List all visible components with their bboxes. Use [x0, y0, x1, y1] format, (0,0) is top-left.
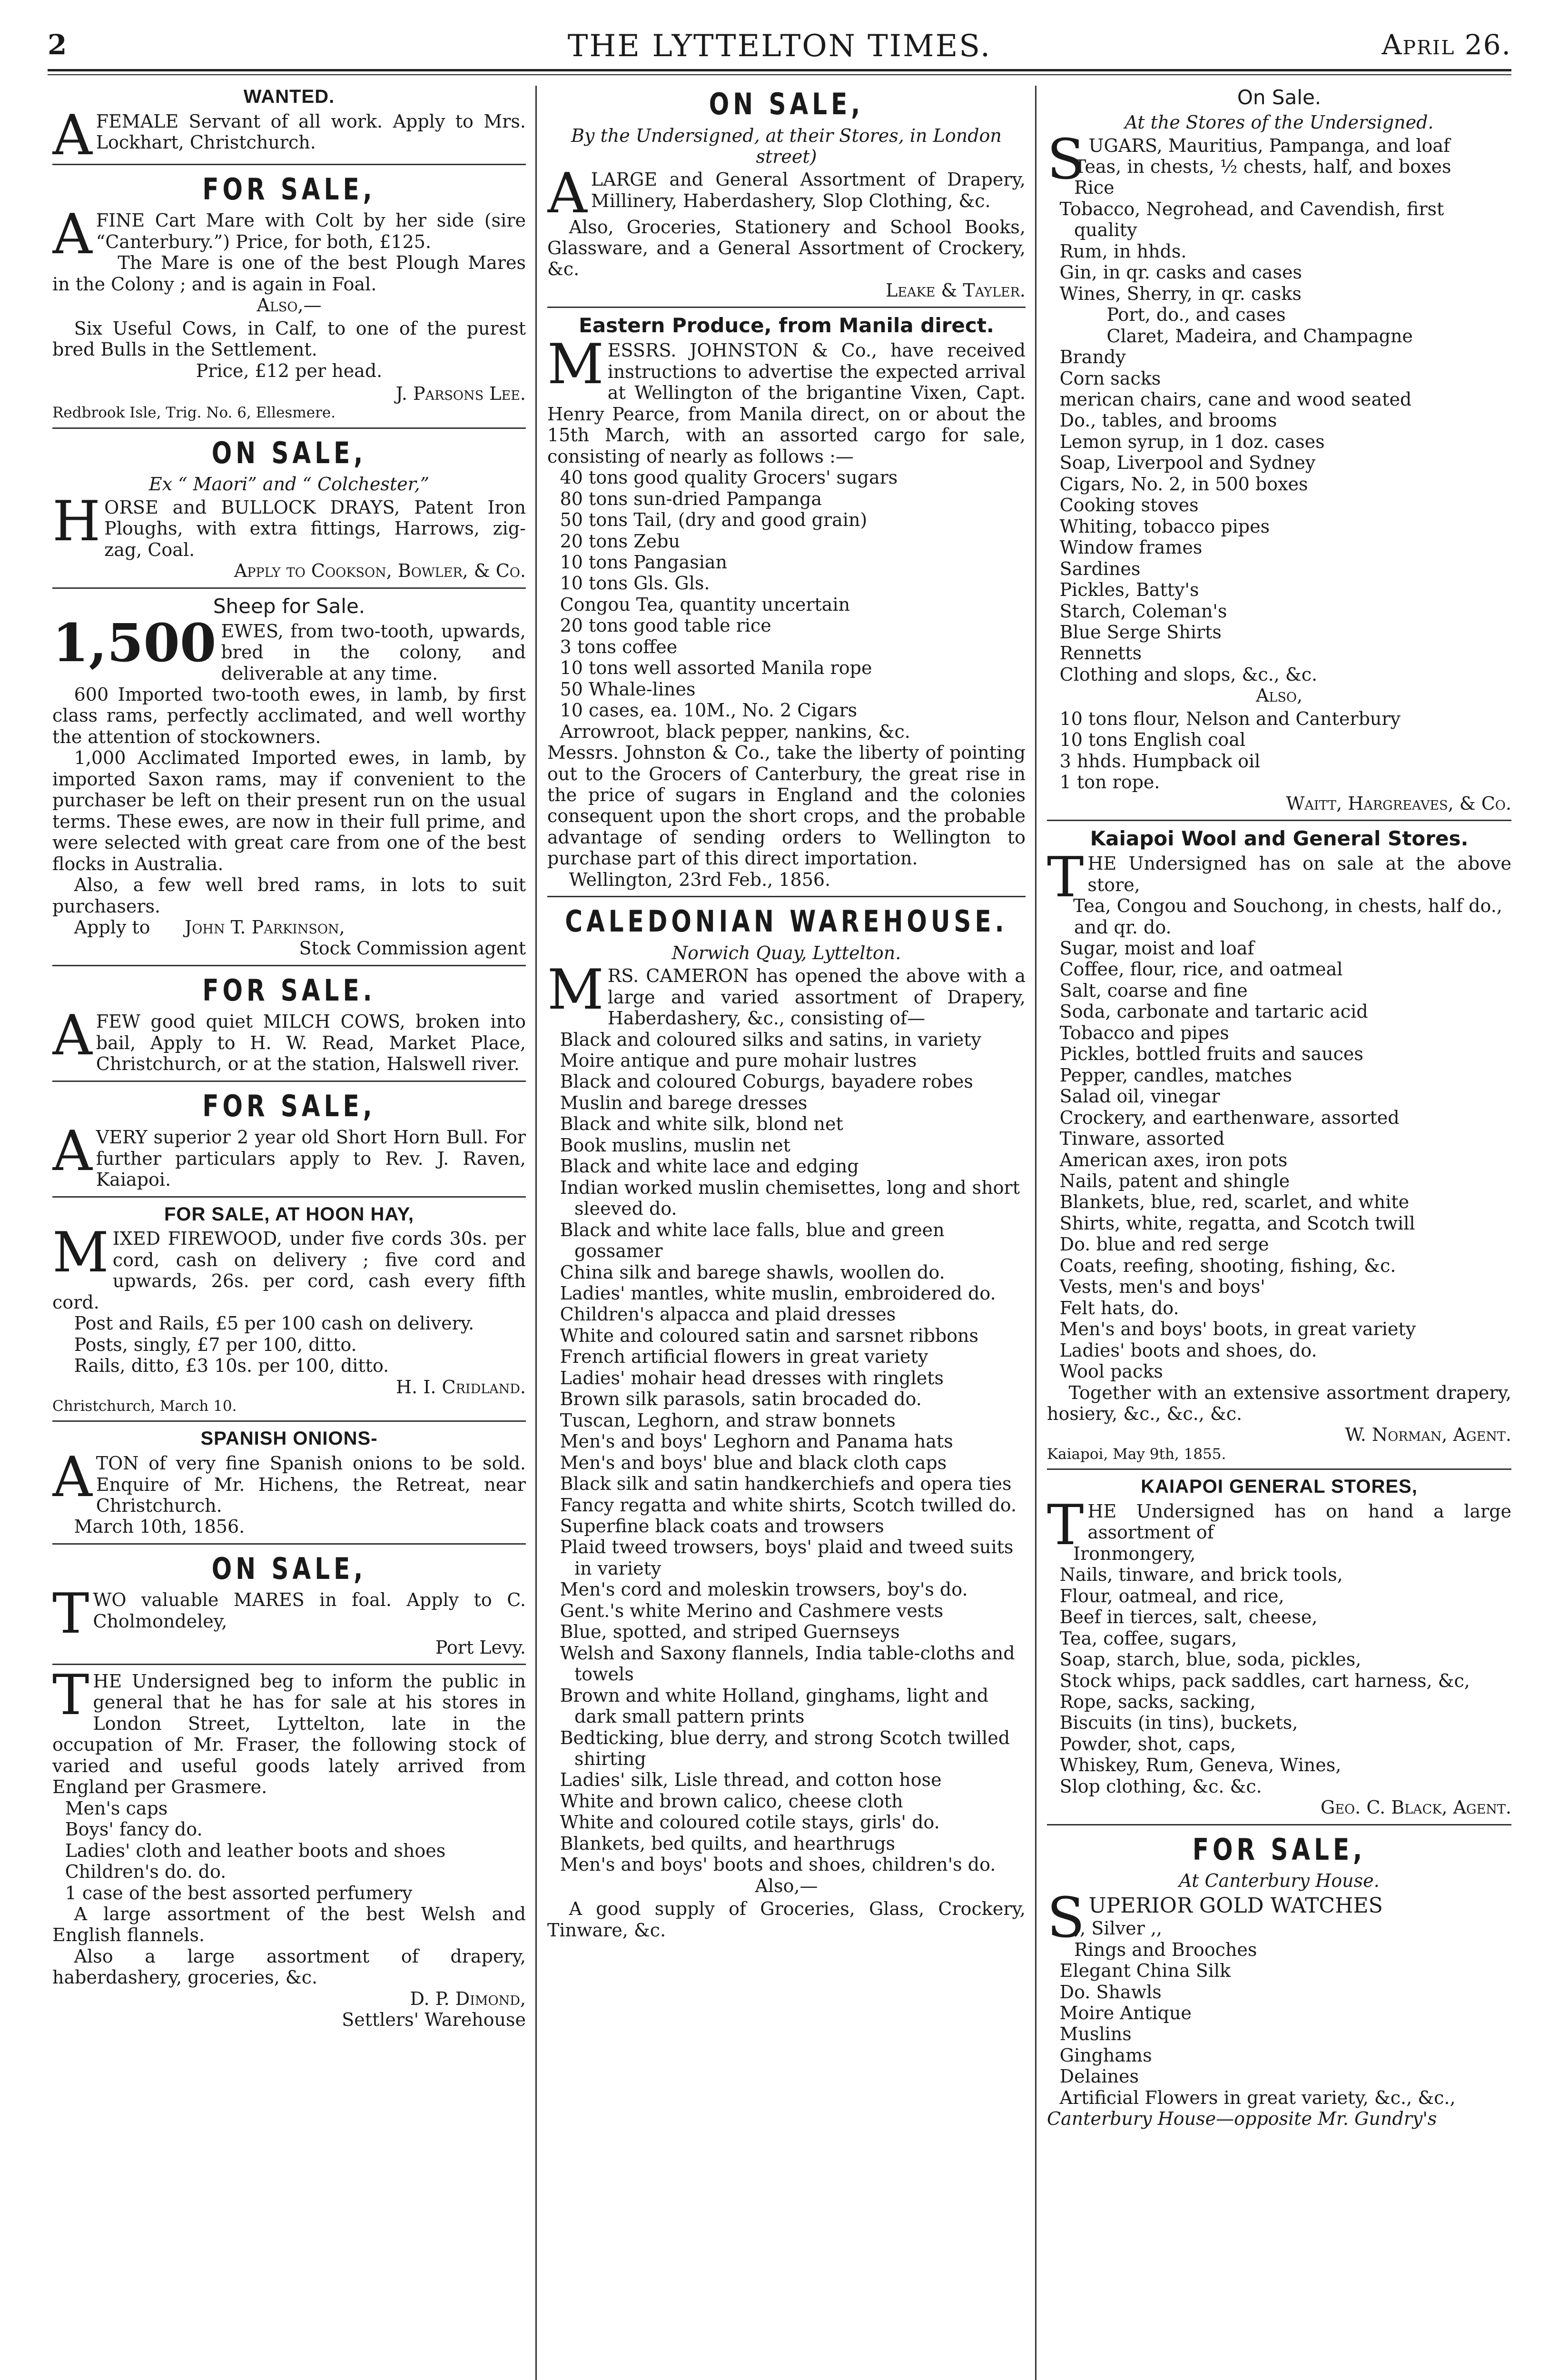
- column-divider: [535, 86, 537, 2380]
- ad-date: March 10th, 1856.: [74, 1516, 245, 1537]
- masthead-rule-thin: [48, 74, 1511, 75]
- ad-on-sale-stores: [1047, 86, 1511, 814]
- ad-signature: Waitt, Hargreaves, & Co.: [1286, 793, 1511, 814]
- ad-dimond: [52, 1664, 526, 2031]
- list-item: Soap, starch, blue, soda, pickles,: [1059, 1649, 1362, 1670]
- ad-paragraph: Also, a few well bred rams, in lots to suit purchasers.: [52, 874, 526, 917]
- drop-cap: A: [52, 1445, 92, 1510]
- list-item: 50 Whale-lines: [560, 678, 696, 700]
- list-item: Ladies' mantles, white muslin, embroidered do.: [560, 1282, 996, 1304]
- list-item: Port, do., and cases: [1106, 304, 1286, 326]
- drop-cap: S: [1047, 127, 1085, 192]
- ad-subheading: Ex “ Maori” and “ Colchester,”: [148, 474, 430, 495]
- list-item: Do. blue and red serge: [1059, 1234, 1269, 1255]
- list-item: Salad oil, vinegar: [1059, 1086, 1220, 1107]
- list-item: Ladies' cloth and leather boots and shoes: [65, 1840, 446, 1861]
- list-item: Men's caps: [65, 1797, 168, 1819]
- list-item: Pepper, candles, matches: [1059, 1064, 1292, 1086]
- ad-also: Also,—: [257, 295, 322, 316]
- drop-cap: S: [1047, 1885, 1085, 1950]
- list-item: 1 case of the best assorted perfumery: [65, 1882, 413, 1904]
- list-item: Vests, men's and boys': [1059, 1276, 1265, 1298]
- list-item: Congou Tea, quantity uncertain: [560, 594, 850, 615]
- ad-signature: Leake & Tayler.: [886, 279, 1026, 301]
- ad-signature: Apply to Cookson, Bowler, & Co.: [234, 560, 526, 582]
- ad-apply: Apply to: [74, 916, 150, 938]
- list-item: 10 tons Pangasian: [560, 551, 727, 573]
- column-3: [1047, 86, 1511, 2380]
- list-item: 20 tons good table rice: [560, 615, 771, 636]
- list-item: merican chairs, cane and wood seated: [1059, 389, 1412, 410]
- list-item: Sugar, moist and loaf: [1059, 938, 1254, 959]
- list-item: 10 tons English coal: [1059, 729, 1246, 751]
- ad-london-street: [547, 87, 1026, 301]
- list-item: Wool packs: [1059, 1361, 1163, 1382]
- ad-paragraph: 1,000 Acclimated Imported ewes, in lamb, by imported Saxon rams, may if convenient to the purchaser be left on their present run on the usual terms. These ewes, are now in their full prime, and were selected with great care from one of the best flocks in Australia.: [52, 747, 526, 874]
- column-1: [52, 86, 526, 2380]
- list-item: Muslin and barege dresses: [560, 1092, 808, 1113]
- ad-heading: KAIAPOI GENERAL STORES,: [1141, 1476, 1418, 1497]
- ad-heading: Sheep for Sale.: [213, 594, 365, 618]
- list-item: Tobacco and pipes: [1059, 1022, 1229, 1043]
- drop-cap: H: [52, 489, 101, 554]
- ad-sheep: [52, 587, 526, 959]
- list-item: Soda, carbonate and tartaric acid: [1059, 1001, 1368, 1022]
- item-list: [52, 1798, 526, 1904]
- list-item: Do., tables, and brooms: [1059, 410, 1277, 431]
- ad-paragraph: The Mare is one of the best Plough Mares in the Colony ; and is again in Foal.: [52, 252, 526, 295]
- list-item: Clothing and slops, &c., &c.: [1059, 664, 1318, 685]
- ad-body: ORSE and BULLOCK DRAYS, Patent Iron Ploughs, with extra fittings, Harrows, zig-zag, Coal.: [104, 496, 526, 560]
- list-item: Brandy: [1059, 347, 1126, 368]
- list-item: Men's and boys' boots, in great variety: [1059, 1319, 1416, 1340]
- list-item: Pickles, bottled fruits and sauces: [1059, 1043, 1363, 1065]
- list-item: White and brown calico, cheese cloth: [560, 1790, 903, 1812]
- ad-body: HE Undersigned beg to inform the public in general that he has for sale at his stores in London Street, Lyttelton, late in the occupation of Mr. Fraser, the following stock of varied and useful goods lately arrived from England per Grasmere.: [52, 1670, 526, 1798]
- ad-body: RS. CAMERON has opened the above with a large and varied assortment of Drapery, Haberdashery, &c., consisting of—: [607, 965, 1026, 1029]
- ad-heading: Eastern Produce, from Manila direct.: [579, 314, 994, 337]
- list-item: Tea, coffee, sugars,: [1059, 1627, 1237, 1649]
- list-item: 10 tons flour, Nelson and Canterbury: [1059, 708, 1401, 729]
- list-item: Corn sacks: [1059, 367, 1161, 389]
- ad-signature: Geo. C. Black, Agent.: [1320, 1797, 1511, 1818]
- ad-price: Price, £12 per head.: [196, 360, 383, 381]
- ad-kaiapoi-wool: [1047, 820, 1511, 1463]
- list-item: 80 tons sun-dried Pampanga: [560, 488, 822, 509]
- drop-cap: T: [1047, 845, 1084, 910]
- list-item: Tuscan, Leghorn, and straw bonnets: [560, 1409, 896, 1431]
- ad-drays: [52, 427, 526, 582]
- ad-caledonian-warehouse: [547, 896, 1026, 1941]
- drop-cap: A: [52, 103, 92, 168]
- drop-cap: A: [52, 202, 92, 267]
- list-item: Biscuits (in tins), buckets,: [1059, 1712, 1298, 1734]
- list-item: Gent.'s white Merino and Cashmere vests: [560, 1600, 944, 1621]
- ad-paragraph: 600 Imported two-tooth ewes, in lamb, by first class rams, perfectly acclimated, and well worthy the attention of stockowners.: [52, 684, 526, 747]
- issue-date: April 26.: [1381, 29, 1511, 61]
- list-item: Artificial Flowers in great variety, &c., &c.,: [1059, 2087, 1456, 2108]
- ad-signature: W. Norman, Agent.: [1345, 1424, 1511, 1446]
- list-item: Rope, sacks, sacking,: [1059, 1691, 1256, 1713]
- list-item: Slop clothing, &c. &c.: [1059, 1775, 1262, 1797]
- list-item: Children's alpacca and plaid dresses: [560, 1304, 896, 1325]
- drop-cap: A: [52, 1119, 92, 1184]
- ad-body: TON of very fine Spanish onions to be sold. Enquire of Mr. Hichens, the Retreat, near Christchurch.: [96, 1453, 526, 1516]
- ad-heading: FOR SALE,: [202, 1089, 376, 1123]
- ad-body: WO valuable MARES in foal. Apply to C. Cholmondeley,: [93, 1589, 526, 1632]
- ad-location: Redbrook Isle, Trig. No. 6, Ellesmere.: [52, 404, 336, 422]
- list-item: Do. Shawls: [1059, 1981, 1162, 2003]
- ad-footer: Canterbury House—opposite Mr. Gundry's: [1047, 2108, 1437, 2130]
- page-number: 2: [48, 29, 67, 61]
- list-item: Beef in tierces, salt, cheese,: [1059, 1606, 1318, 1628]
- drop-number: 1,500: [52, 612, 217, 674]
- ad-kaiapoi-general: [1047, 1468, 1511, 1818]
- list-item: White and coloured satin and sarsnet ribbons: [560, 1325, 979, 1346]
- ad-signature: Port Levy.: [435, 1636, 526, 1658]
- ad-paragraph: Posts, singly, £7 per 100, ditto.: [74, 1334, 357, 1355]
- list-item: 50 tons Tail, (dry and good grain): [560, 509, 868, 531]
- goods-list: [1047, 895, 1511, 1382]
- list-item: Gin, in qr. casks and cases: [1059, 262, 1302, 283]
- drop-cap: A: [52, 1003, 92, 1068]
- ad-paragraph: A large assortment of the best Welsh and English flannels.: [52, 1903, 526, 1946]
- list-item: Salt, coarse and fine: [1059, 980, 1248, 1001]
- list-item: Rennetts: [1059, 643, 1142, 664]
- ad-signature-title: Stock Commission agent: [299, 938, 526, 959]
- list-item: Fancy regatta and white shirts, Scotch twilled do.: [560, 1494, 1017, 1516]
- list-item: Sardines: [1059, 558, 1141, 579]
- list-item: Starch, Coleman's: [1059, 600, 1227, 622]
- ad-subheading: By the Undersigned, at their Stores, in London street): [571, 125, 1002, 167]
- ad-location: Kaiapoi, May 9th, 1855.: [1047, 1445, 1226, 1463]
- ad-body: ESSRS. JOHNSTON & Co., have received instructions to advertise the expected arrival at Wellington of the brigantine Vixen, Capt. Henry Pearce, from Manila direct, on or about the 15th March, with an assorted cargo for sale, consisting of nearly as follows :—: [547, 340, 1026, 467]
- list-item: Bedticking, blue derry, and strong Scotch twilled shirting: [560, 1727, 1010, 1769]
- ad-heading: ON SALE,: [211, 1551, 367, 1587]
- list-item: Delaines: [1059, 2066, 1139, 2087]
- ad-paragraph: Also, Groceries, Stationery and School Books, Glassware, and a General Assortment of Crockery, &c.: [547, 216, 1026, 280]
- ad-heading: Kaiapoi Wool and General Stores.: [1090, 827, 1469, 851]
- ad-paragraph: Rails, ditto, £3 10s. per 100, ditto.: [74, 1355, 389, 1377]
- list-item: Brown silk parasols, satin brocaded do.: [560, 1388, 922, 1410]
- ad-paragraph: Together with an extensive assortment drapery, hosiery, &c., &c., &c.: [1047, 1382, 1511, 1424]
- ad-mares: [52, 1543, 526, 1658]
- masthead: [48, 29, 1511, 62]
- list-item: Crockery, and earthenware, assorted: [1059, 1107, 1400, 1128]
- list-item: Tobacco, Negrohead, and Cavendish, first quality: [1059, 198, 1444, 241]
- list-item: China silk and barege shawls, woollen do.: [560, 1261, 945, 1283]
- ad-body: HE Undersigned has on hand a large assortment of: [1087, 1500, 1511, 1543]
- ad-body: FEW good quiet MILCH COWS, broken into bail, Apply to H. W. Read, Market Place, Christchurch, or at the station, Halswell river.: [96, 1011, 526, 1075]
- list-item: 20 tons Zebu: [560, 530, 680, 552]
- ad-body: UPERIOR GOLD WATCHES: [1088, 1893, 1383, 1918]
- list-item: Blue, spotted, and striped Guernseys: [560, 1621, 900, 1643]
- list-item: 3 hhds. Humpback oil: [1059, 750, 1261, 772]
- list-item: Claret, Madeira, and Champagne: [1106, 325, 1413, 347]
- list-item: Muslins: [1059, 2023, 1132, 2045]
- masthead-rule: [48, 69, 1511, 71]
- list-item: Men's cord and moleskin trowsers, boy's do.: [560, 1579, 968, 1600]
- list-item: Elegant China Silk: [1059, 1960, 1231, 1982]
- list-item: Boys' fancy do.: [65, 1819, 203, 1840]
- list-item: Tea, Congou and Souchong, in chests, half do., and qr. do.: [1073, 895, 1502, 938]
- ad-manila: [547, 307, 1026, 890]
- list-item: Black silk and satin handkerchiefs and opera ties: [560, 1473, 1012, 1495]
- ad-body: FEMALE Servant of all work. Apply to Mrs. Lockhart, Christchurch.: [96, 110, 526, 153]
- list-item: Window frames: [1059, 537, 1203, 558]
- list-item: Men's and boys' Leghorn and Panama hats: [560, 1431, 953, 1452]
- ad-body: EWES, from two-tooth, upwards, bred in the colony, and deliverable at any time.: [221, 620, 526, 684]
- list-item: Blue Serge Shirts: [1059, 622, 1222, 643]
- list-item: 40 tons good quality Grocers' sugars: [560, 467, 898, 488]
- drop-cap: T: [1047, 1493, 1084, 1557]
- ad-heading: FOR SALE, AT HOON HAY,: [164, 1203, 414, 1225]
- list-item: Indian worked muslin chemisettes, long and short sleeved do.: [560, 1177, 1020, 1220]
- cargo-list: [547, 467, 1026, 742]
- list-item: French artificial flowers in great variety: [560, 1346, 928, 1368]
- list-item: Pickles, Batty's: [1059, 579, 1199, 601]
- list-item: Ladies' mohair head dresses with ringlets: [560, 1367, 944, 1388]
- ad-wanted: [52, 86, 526, 168]
- ad-paragraph: Six Useful Cows, in Calf, to one of the purest bred Bulls in the Settlement.: [52, 317, 526, 360]
- ad-heading: FOR SALE,: [202, 172, 376, 207]
- ad-body: FINE Cart Mare with Colt by her side (sire “Canterbury.”) Price, for both, £125.: [96, 210, 526, 252]
- ad-signature: D. P. Dimond,: [410, 1988, 526, 2009]
- ad-milch-cows: [52, 965, 526, 1075]
- ad-location: Christchurch, March 10.: [52, 1398, 237, 1415]
- list-item: Ironmongery,: [1073, 1543, 1196, 1564]
- column-2: [547, 86, 1026, 2380]
- list-item: 10 tons Gls. Gls.: [560, 573, 710, 594]
- goods-list: [1047, 156, 1511, 685]
- list-item: Wines, Sherry, in qr. casks: [1059, 283, 1302, 304]
- goods-list: [1047, 1543, 1511, 1797]
- list-item: Coats, reefing, shooting, fishing, &c.: [1059, 1255, 1396, 1276]
- ad-signature: H. I. Cridland.: [396, 1376, 526, 1398]
- list-item: Rings and Brooches: [1074, 1939, 1257, 1960]
- list-item: ,, Silver ,,: [1074, 1918, 1163, 1939]
- list-item: Children's do. do.: [65, 1861, 227, 1883]
- ad-subheading: Norwich Quay, Lyttelton.: [671, 942, 901, 963]
- ad-heading: WANTED.: [243, 86, 335, 107]
- list-item: Flour, oatmeal, and rice,: [1059, 1585, 1284, 1606]
- ad-onions: [52, 1420, 526, 1537]
- list-item: Moire antique and pure mohair lustres: [560, 1050, 917, 1071]
- ad-signature: J. Parsons Lee.: [395, 383, 526, 405]
- list-item: Cigars, No. 2, in 500 boxes: [1059, 473, 1308, 495]
- list-item: Blankets, bed quilts, and hearthrugs: [560, 1833, 896, 1854]
- list-item: Moire Antique: [1059, 2002, 1192, 2023]
- ad-body: UGARS, Mauritius, Pampanga, and loaf: [1088, 135, 1450, 156]
- ad-also: Also,—: [755, 1875, 818, 1896]
- ad-paragraph: Also a large assortment of drapery, haberdashery, groceries, &c.: [52, 1945, 526, 1988]
- drop-cap: M: [547, 958, 604, 1022]
- ad-heading: On Sale.: [1237, 86, 1322, 109]
- ad-heading: FOR SALE.: [202, 973, 376, 1008]
- goods-list: [1047, 1918, 1511, 2108]
- list-item: Teas, in chests, ½ chests, half, and boxes: [1074, 156, 1451, 178]
- list-item: Black and white lace and edging: [560, 1156, 859, 1177]
- ad-heading: ON SALE,: [709, 87, 864, 122]
- list-item: Whiting, tobacco pipes: [1059, 516, 1270, 537]
- ad-gold-watches: [1047, 1824, 1511, 2130]
- ad-paragraph: Post and Rails, £5 per 100 cash on delivery.: [74, 1313, 474, 1334]
- goods-list: [547, 1029, 1026, 1875]
- list-item: Superfine black coats and trowsers: [560, 1515, 884, 1537]
- list-item: Ginghams: [1059, 2044, 1152, 2066]
- list-item: Ladies' silk, Lisle thread, and cotton hose: [560, 1769, 942, 1791]
- ad-heading: SPANISH ONIONS-: [200, 1428, 378, 1449]
- ad-firewood: [52, 1196, 526, 1415]
- list-item: Welsh and Saxony flannels, India table-cloths and towels: [560, 1642, 1015, 1685]
- list-item: Soap, Liverpool and Sydney: [1059, 452, 1316, 474]
- column-divider: [1035, 86, 1036, 2380]
- ad-subheading: At the Stores of the Undersigned.: [1125, 112, 1434, 133]
- list-item: Cooking stoves: [1059, 495, 1199, 516]
- list-item: Rice: [1074, 177, 1115, 198]
- ad-body: IXED FIREWOOD, under five cords 30s. per cord, cash on delivery ; five cord and upwards, 26s. per cord, cash every fifth cord.: [52, 1228, 526, 1313]
- list-item: Nails, tinware, and brick tools,: [1059, 1564, 1343, 1586]
- list-item: Blankets, blue, red, scarlet, and white: [1059, 1191, 1410, 1213]
- drop-cap: T: [52, 1663, 89, 1727]
- ad-heading: CALEDONIAN WAREHOUSE.: [565, 904, 1008, 939]
- list-item: Stock whips, pack saddles, cart harness, &c,: [1059, 1670, 1470, 1691]
- list-item: Brown and white Holland, ginghams, light and dark small pattern prints: [560, 1685, 989, 1727]
- list-item: Tinware, assorted: [1059, 1128, 1225, 1150]
- list-item: Ladies' boots and shoes, do.: [1059, 1339, 1317, 1361]
- list-item: Arrowroot, black pepper, nankins, &c.: [560, 721, 910, 742]
- ad-heading: FOR SALE,: [1192, 1832, 1366, 1867]
- list-item: Shirts, white, regatta, and Scotch twill: [1059, 1212, 1415, 1234]
- list-item: Rum, in hhds.: [1059, 240, 1187, 262]
- ad-body: VERY superior 2 year old Short Horn Bull. For further particulars apply to Rev. J. Raven, Kaiapoi.: [96, 1127, 526, 1190]
- ad-bull: [52, 1081, 526, 1190]
- ad-date: Wellington, 23rd Feb., 1856.: [569, 869, 831, 890]
- newspaper-title: THE LYTTELTON TIMES.: [567, 29, 992, 64]
- ad-subheading: At Canterbury House.: [1179, 1870, 1380, 1892]
- list-item: Plaid tweed trowsers, boys' plaid and tweed suits in variety: [560, 1537, 1014, 1579]
- list-item: Nails, patent and shingle: [1059, 1170, 1290, 1191]
- ad-body: LARGE and General Assortment of Drapery, Millinery, Haberdashery, Slop Clothing, &c.: [591, 169, 1026, 211]
- ad-paragraph: Messrs. Johnston & Co., take the liberty of pointing out to the Grocers of Canterbury, the great rise in the price of sugars in England and the colonies consequent upon the short crops, and the probable advantage of sending orders to Wellington to purchase part of this direct importation.: [547, 742, 1026, 869]
- drop-cap: T: [52, 1582, 89, 1646]
- list-item: Black and coloured silks and satins, in variety: [560, 1029, 982, 1050]
- drop-cap: A: [547, 161, 587, 226]
- list-item: Whiskey, Rum, Geneva, Wines,: [1059, 1755, 1342, 1776]
- list-item: Men's and boys' blue and black cloth caps: [560, 1452, 947, 1473]
- ad-paragraph: A good supply of Groceries, Glass, Crockery, Tinware, &c.: [547, 1898, 1026, 1941]
- list-item: Lemon syrup, in 1 doz. cases: [1059, 431, 1325, 452]
- list-item: Black and white lace falls, blue and green gossamer: [560, 1219, 945, 1262]
- ad-body: HE Undersigned has on sale at the above store,: [1087, 853, 1511, 895]
- goods-list: [1047, 708, 1511, 793]
- ad-heading: ON SALE,: [211, 436, 367, 470]
- list-item: Felt hats, do.: [1059, 1297, 1179, 1319]
- list-item: Coffee, flour, rice, and oatmeal: [1059, 959, 1343, 980]
- list-item: 10 cases, ea. 10M., No. 2 Cigars: [560, 700, 858, 721]
- list-item: Black and white silk, blond net: [560, 1113, 843, 1135]
- list-item: Powder, shot, caps,: [1059, 1733, 1236, 1755]
- list-item: Men's and boys' boots and shoes, children's do.: [560, 1854, 996, 1875]
- list-item: 10 tons well assorted Manila rope: [560, 657, 872, 679]
- list-item: Book muslins, muslin net: [560, 1134, 790, 1156]
- list-item: 1 ton rope.: [1059, 772, 1160, 793]
- list-item: White and coloured cotile stays, girls' do.: [560, 1812, 940, 1833]
- ad-signature: John T. Parkinson,: [185, 916, 345, 938]
- ad-signature-title: Settlers' Warehouse: [342, 2009, 526, 2031]
- ad-cart-mare: [52, 164, 526, 422]
- list-item: Black and coloured Coburgs, bayadere robes: [560, 1071, 973, 1092]
- drop-cap: M: [547, 332, 604, 397]
- drop-cap: M: [52, 1220, 109, 1285]
- list-item: 3 tons coffee: [560, 636, 678, 657]
- ad-also: Also,: [1255, 685, 1303, 706]
- list-item: American axes, iron pots: [1059, 1149, 1288, 1170]
